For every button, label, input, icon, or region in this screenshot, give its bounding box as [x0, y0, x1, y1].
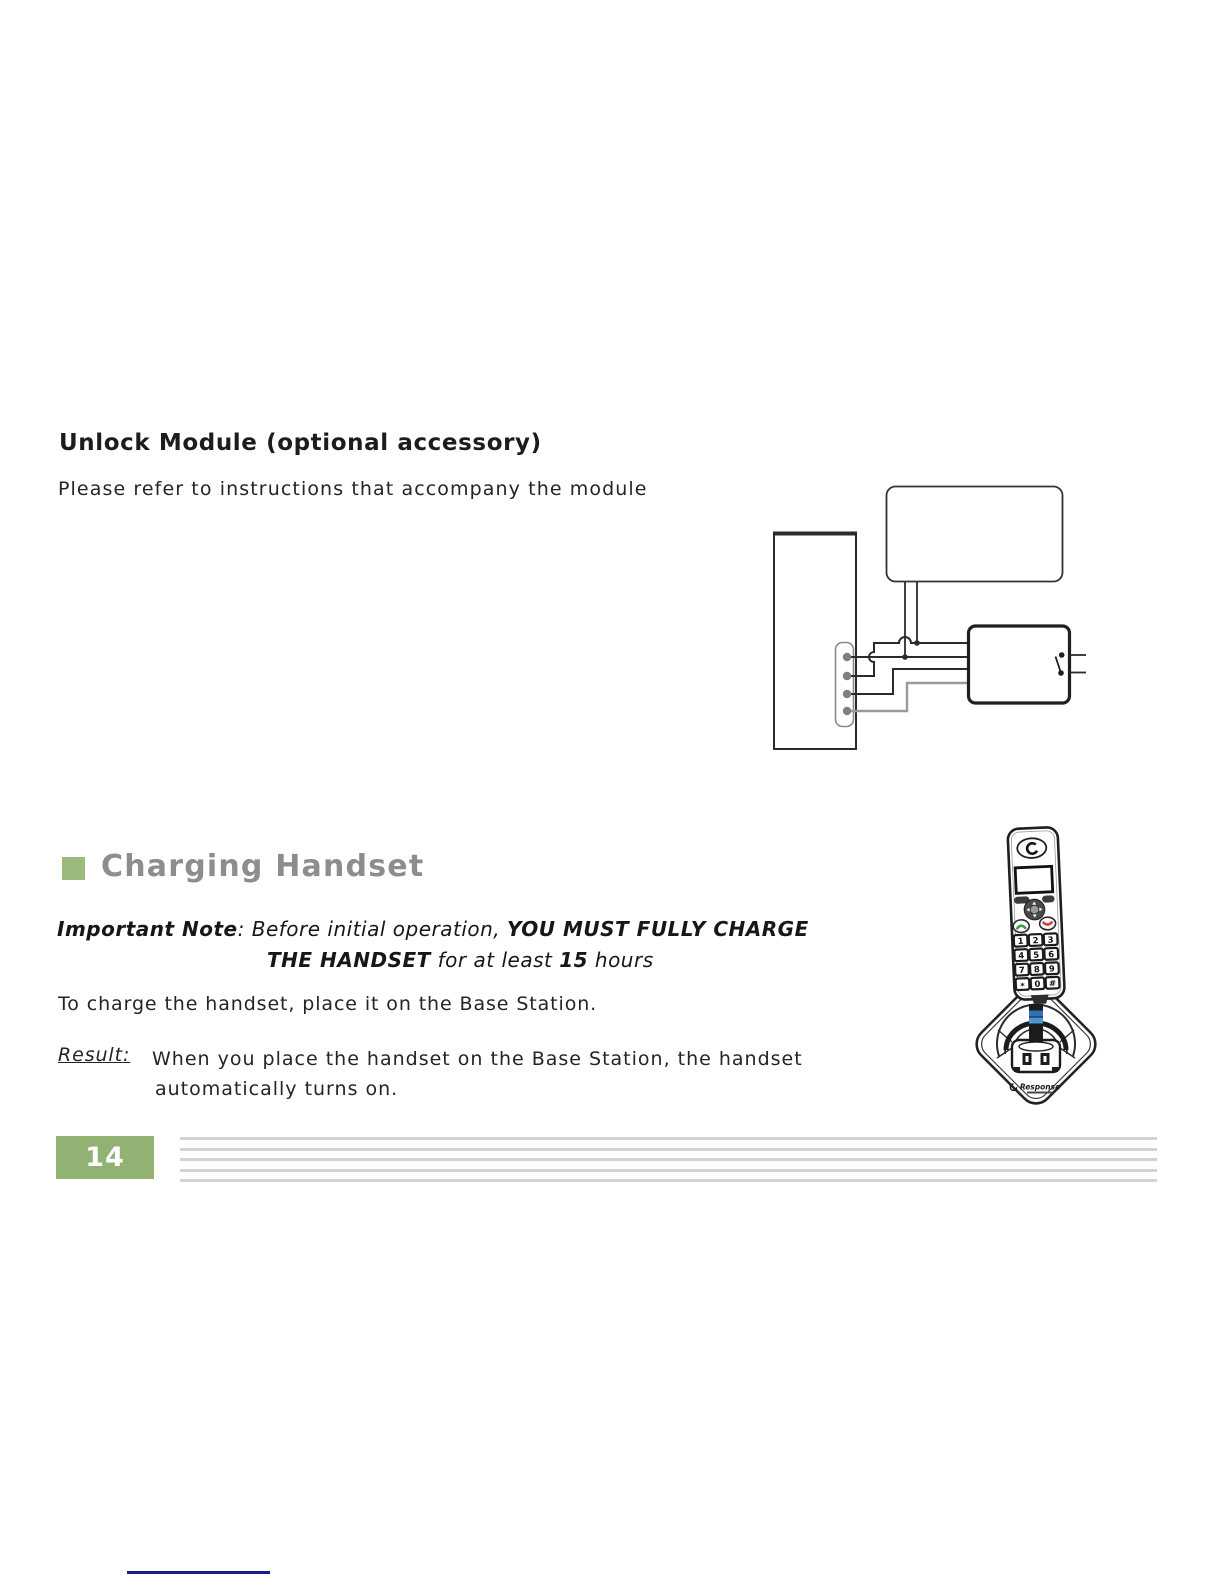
important-note — [57, 914, 957, 976]
brand-logo-text: Response — [1019, 1082, 1061, 1092]
important-note-mid: for at least — [430, 948, 560, 972]
diagram-wall-unit-box — [774, 533, 856, 749]
handset — [1007, 827, 1065, 1005]
key-6-label: 6 — [1048, 949, 1055, 961]
key-8-label: 8 — [1033, 965, 1041, 976]
unlock-module-body: Please refer to instructions that accompany the module — [58, 478, 648, 500]
result-label: Result: — [58, 1044, 131, 1066]
key-4-label: 4 — [1018, 951, 1025, 962]
diagram-terminal-3 — [843, 690, 851, 698]
section-bullet-square — [62, 857, 85, 880]
key-5-label: 5 — [1033, 950, 1040, 961]
cradle-contact-right-slot — [1044, 1056, 1047, 1062]
diagram-terminal-1 — [843, 653, 851, 661]
key-hash-label: # — [1048, 978, 1057, 990]
footer-rule-line — [180, 1148, 1157, 1151]
result-line2: automatically turns on. — [155, 1078, 399, 1100]
unlock-module-wiring-diagram — [740, 460, 1100, 760]
page-number-badge — [56, 1136, 154, 1179]
brand-logo-subline — [1027, 1092, 1053, 1094]
footer-rule-lines — [180, 1137, 1157, 1185]
charging-post-blue-stripe-dark — [1029, 1011, 1043, 1017]
result-text — [152, 1044, 803, 1104]
cradle-well — [1019, 1042, 1053, 1051]
important-note-shout2: THE HANDSET — [267, 948, 431, 972]
cradle-foot-left — [1014, 1067, 1020, 1072]
important-note-line2 — [57, 945, 957, 976]
diagram-switch-contact-top — [1059, 652, 1065, 658]
footer-rule-line — [180, 1137, 1157, 1140]
key-2-label: 2 — [1032, 936, 1039, 947]
diagram-wire-c — [849, 669, 968, 694]
key-3-label: 3 — [1047, 935, 1054, 946]
earpiece-oval — [1017, 838, 1047, 859]
important-note-shout1: YOU MUST FULLY CHARGE — [507, 917, 809, 941]
important-note-label: Important Note — [57, 917, 238, 941]
result-line1: When you place the handset on the Base Station, the handset — [152, 1048, 803, 1070]
important-note-hours-number: 15 — [559, 948, 589, 972]
key-7-label: 7 — [1018, 965, 1026, 976]
cradle-contact-left-slot — [1026, 1056, 1029, 1062]
footer-rule-line — [180, 1169, 1157, 1172]
unlock-module-heading: Unlock Module (optional accessory) — [59, 430, 542, 456]
diagram-junction-dot-1 — [914, 640, 920, 646]
important-note-post: hours — [588, 948, 654, 972]
charging-section-heading-row — [62, 849, 424, 884]
key-0-label: 0 — [1034, 979, 1041, 990]
cradle-foot-right — [1052, 1067, 1058, 1072]
important-note-line1 — [57, 914, 957, 945]
footer-rule-line — [180, 1179, 1157, 1182]
diagram-terminal-4 — [843, 707, 851, 715]
charging-heading: Charging Handset — [101, 849, 425, 884]
charging-post-blue-stripe-light — [1029, 1018, 1043, 1024]
footer-rule-line — [180, 1158, 1157, 1161]
page-number: 14 — [85, 1142, 125, 1173]
charge-instruction: To charge the handset, place it on the Base Station. — [58, 993, 598, 1015]
diagram-switch-contact-bottom — [1058, 670, 1064, 676]
handset-on-base-illustration — [945, 806, 1125, 1116]
diagram-junction-dot-2 — [902, 654, 908, 660]
diagram-switch-box — [969, 626, 1070, 703]
key-star-label: * — [1020, 981, 1026, 992]
clear-button — [1042, 895, 1055, 903]
important-note-sep: : — [237, 917, 252, 941]
bottom-navy-line — [127, 1571, 270, 1574]
handset-display — [1015, 866, 1053, 893]
key-9-label: 9 — [1048, 964, 1056, 975]
nav-pad-center — [1030, 905, 1039, 914]
diagram-module-box — [887, 487, 1063, 582]
key-1-label: 1 — [1017, 936, 1024, 948]
important-note-pre: Before initial operation, — [251, 917, 508, 941]
diagram-wire-d — [849, 683, 968, 711]
diagram-terminal-2 — [843, 672, 851, 680]
